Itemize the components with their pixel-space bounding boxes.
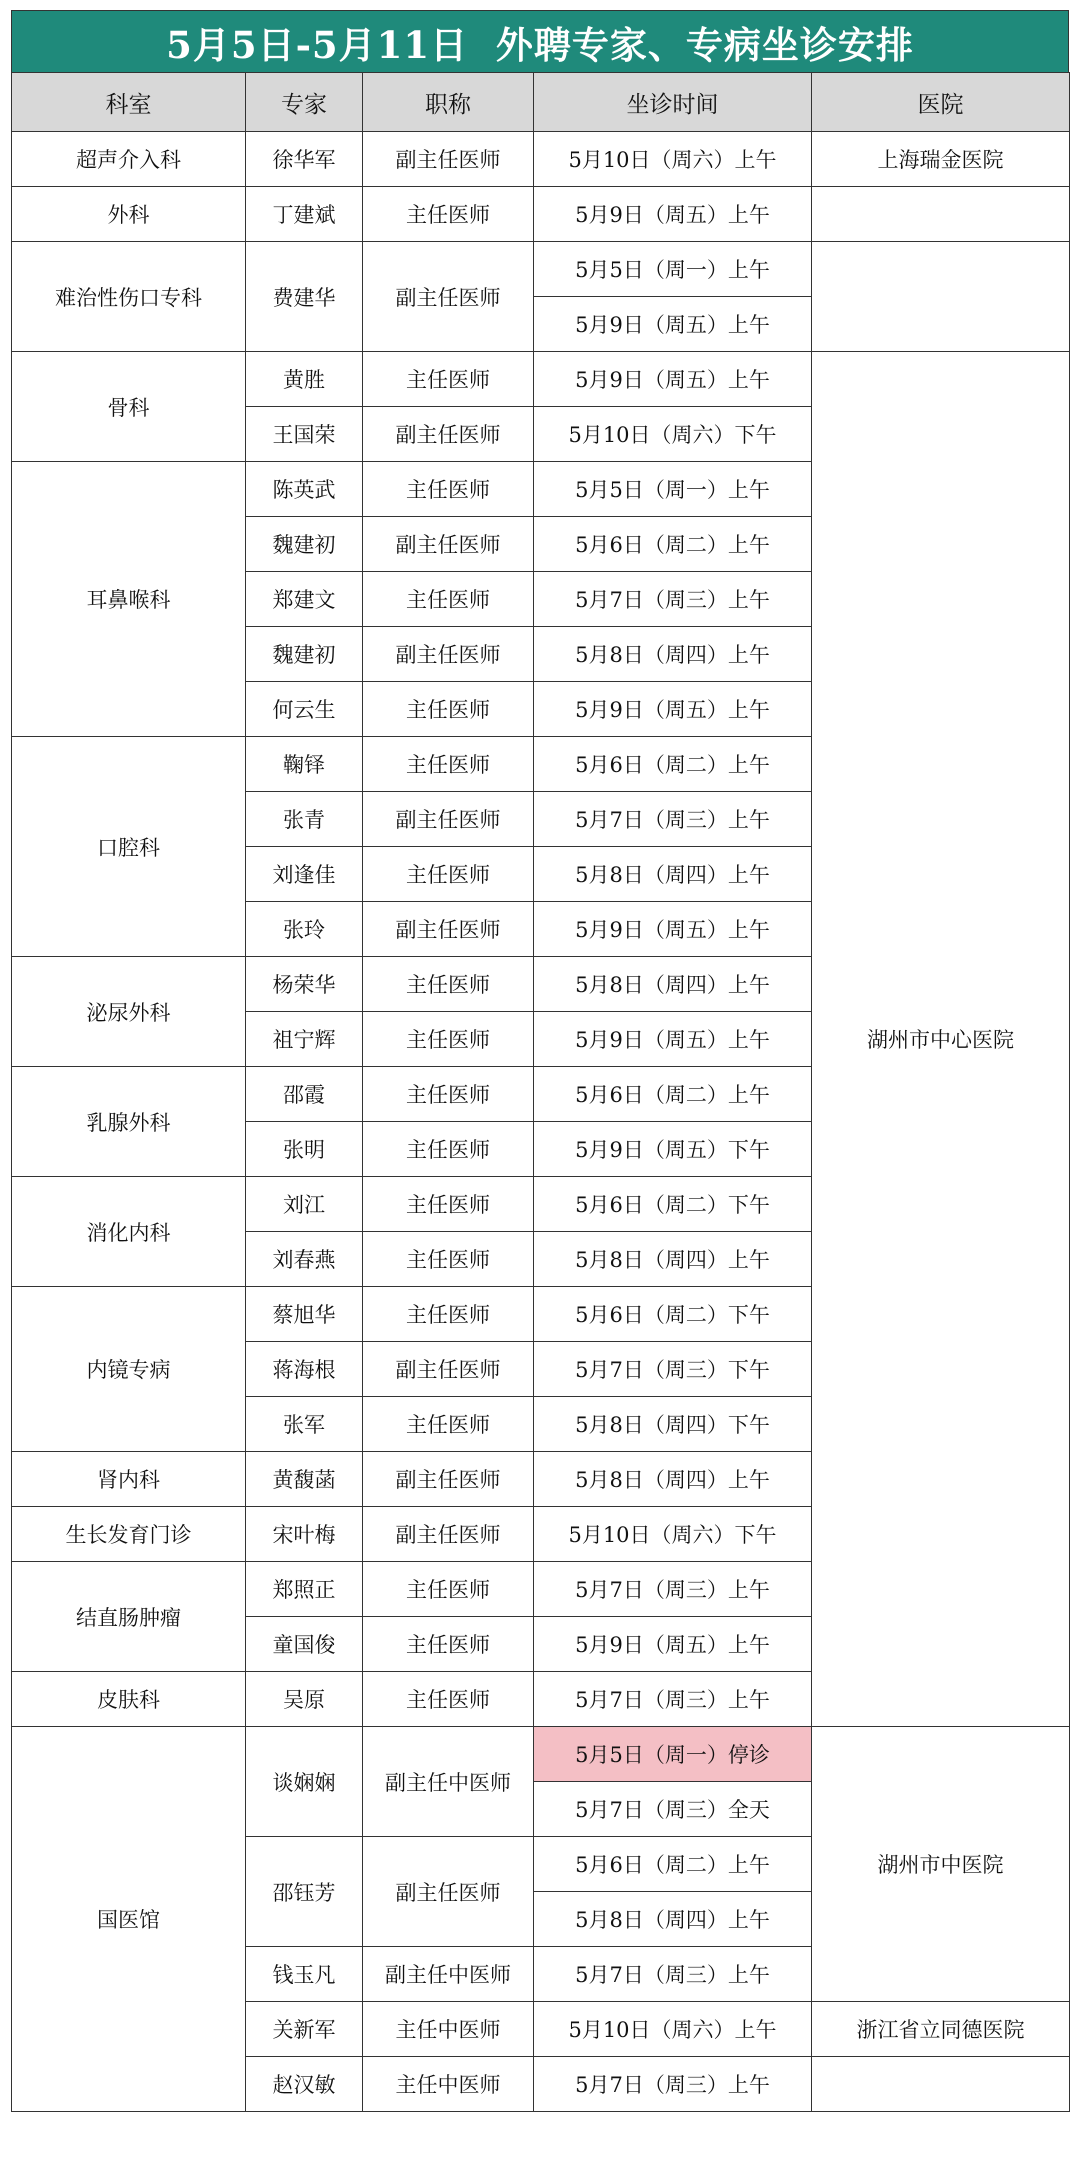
expert-title-cell: 主任医师 (363, 1122, 534, 1177)
expert-name-cell: 关新军 (246, 2002, 363, 2057)
expert-title-cell: 主任医师 (363, 1672, 534, 1727)
expert-title-cell: 主任医师 (363, 682, 534, 737)
expert-title-cell: 主任中医师 (363, 2002, 534, 2057)
hospital-cell: 湖州市中医院 (812, 1727, 1070, 2002)
expert-name-cell: 刘春燕 (246, 1232, 363, 1287)
schedule-time-cell: 5月8日（周四）上午 (534, 1892, 812, 1947)
schedule-body (12, 132, 1070, 2112)
expert-name-cell: 钱玉凡 (246, 1947, 363, 2002)
schedule-time-cell: 5月6日（周二）下午 (534, 1287, 812, 1342)
hospital-cell (812, 242, 1070, 352)
department-cell: 难治性伤口专科 (12, 242, 246, 352)
schedule-time-cell: 5月10日（周六）下午 (534, 407, 812, 462)
expert-name-cell: 刘江 (246, 1177, 363, 1232)
expert-name-cell: 黄胜 (246, 352, 363, 407)
schedule-time-cell: 5月10日（周六）上午 (534, 2002, 812, 2057)
expert-name-cell: 魏建初 (246, 627, 363, 682)
schedule-time-cell: 5月6日（周二）上午 (534, 1837, 812, 1892)
expert-title-cell: 主任医师 (363, 1287, 534, 1342)
schedule-time-cell-cancelled: 5月5日（周一）停诊 (534, 1727, 812, 1782)
schedule-time-cell: 5月6日（周二）上午 (534, 517, 812, 572)
expert-title-cell: 主任医师 (363, 1232, 534, 1287)
schedule-time-cell: 5月9日（周五）上午 (534, 352, 812, 407)
expert-title-cell: 主任医师 (363, 1617, 534, 1672)
expert-title-cell: 主任医师 (363, 1067, 534, 1122)
expert-name-cell: 杨荣华 (246, 957, 363, 1012)
expert-name-cell: 费建华 (246, 242, 363, 352)
header-title: 职称 (363, 73, 534, 132)
schedule-time-cell: 5月7日（周三）全天 (534, 1782, 812, 1837)
schedule-time-cell: 5月6日（周二）上午 (534, 737, 812, 792)
schedule-time-cell: 5月6日（周二）上午 (534, 1067, 812, 1122)
expert-title-cell: 副主任医师 (363, 902, 534, 957)
expert-name-cell: 谈娴娴 (246, 1727, 363, 1837)
expert-title-cell: 主任医师 (363, 957, 534, 1012)
expert-name-cell: 童国俊 (246, 1617, 363, 1672)
department-cell: 超声介入科 (12, 132, 246, 187)
schedule-time-cell: 5月9日（周五）上午 (534, 1617, 812, 1672)
schedule-row (12, 187, 1070, 242)
schedule-time-cell: 5月9日（周五）下午 (534, 1122, 812, 1177)
expert-title-cell: 副主任医师 (363, 517, 534, 572)
schedule-time-cell: 5月7日（周三）上午 (534, 1672, 812, 1727)
schedule-time-cell: 5月8日（周四）上午 (534, 1452, 812, 1507)
schedule-time-cell: 5月7日（周三）上午 (534, 792, 812, 847)
schedule-time-cell: 5月7日（周三）上午 (534, 1947, 812, 2002)
expert-name-cell: 蔡旭华 (246, 1287, 363, 1342)
expert-name-cell: 徐华军 (246, 132, 363, 187)
expert-name-cell: 郑照正 (246, 1562, 363, 1617)
expert-title-cell: 副主任医师 (363, 1507, 534, 1562)
schedule-time-cell: 5月10日（周六）下午 (534, 1507, 812, 1562)
page-title: 5月5日-5月11日 外聘专家、专病坐诊安排 (11, 10, 1069, 72)
schedule-time-cell: 5月5日（周一）上午 (534, 462, 812, 517)
expert-title-cell: 副主任医师 (363, 242, 534, 352)
hospital-cell (812, 187, 1070, 242)
schedule-sheet (11, 10, 1069, 2112)
schedule-time-cell: 5月10日（周六）上午 (534, 132, 812, 187)
department-cell: 外科 (12, 187, 246, 242)
expert-title-cell: 主任中医师 (363, 2057, 534, 2112)
expert-name-cell: 张军 (246, 1397, 363, 1452)
department-cell: 生长发育门诊 (12, 1507, 246, 1562)
expert-title-cell: 主任医师 (363, 352, 534, 407)
expert-name-cell: 陈英武 (246, 462, 363, 517)
expert-name-cell: 王国荣 (246, 407, 363, 462)
department-cell: 肾内科 (12, 1452, 246, 1507)
expert-name-cell: 邵钰芳 (246, 1837, 363, 1947)
expert-name-cell: 邵霞 (246, 1067, 363, 1122)
expert-name-cell: 黄馥菡 (246, 1452, 363, 1507)
schedule-row (12, 352, 1070, 407)
hospital-cell (812, 2057, 1070, 2112)
hospital-cell: 湖州市中心医院 (812, 352, 1070, 1727)
expert-name-cell: 魏建初 (246, 517, 363, 572)
expert-title-cell: 主任医师 (363, 572, 534, 627)
schedule-time-cell: 5月8日（周四）上午 (534, 1232, 812, 1287)
schedule-time-cell: 5月9日（周五）上午 (534, 297, 812, 352)
expert-title-cell: 主任医师 (363, 187, 534, 242)
schedule-time-cell: 5月7日（周三）下午 (534, 1342, 812, 1397)
expert-name-cell: 张明 (246, 1122, 363, 1177)
schedule-time-cell: 5月9日（周五）上午 (534, 1012, 812, 1067)
expert-name-cell: 张玲 (246, 902, 363, 957)
schedule-time-cell: 5月7日（周三）上午 (534, 572, 812, 627)
expert-title-cell: 副主任中医师 (363, 1727, 534, 1837)
expert-title-cell: 副主任医师 (363, 792, 534, 847)
department-cell: 乳腺外科 (12, 1067, 246, 1177)
schedule-time-cell: 5月9日（周五）上午 (534, 682, 812, 737)
schedule-time-cell: 5月8日（周四）下午 (534, 1397, 812, 1452)
schedule-table (11, 72, 1070, 2112)
hospital-cell: 浙江省立同德医院 (812, 2002, 1070, 2057)
expert-title-cell: 副主任医师 (363, 1342, 534, 1397)
header-department: 科室 (12, 73, 246, 132)
expert-title-cell: 副主任医师 (363, 132, 534, 187)
department-cell: 消化内科 (12, 1177, 246, 1287)
header-time: 坐诊时间 (534, 73, 812, 132)
schedule-time-cell: 5月9日（周五）上午 (534, 187, 812, 242)
schedule-time-cell: 5月5日（周一）上午 (534, 242, 812, 297)
department-cell: 泌尿外科 (12, 957, 246, 1067)
expert-title-cell: 主任医师 (363, 1012, 534, 1067)
expert-title-cell: 主任医师 (363, 737, 534, 792)
department-cell: 耳鼻喉科 (12, 462, 246, 737)
expert-name-cell: 丁建斌 (246, 187, 363, 242)
expert-name-cell: 何云生 (246, 682, 363, 737)
expert-title-cell: 主任医师 (363, 1177, 534, 1232)
expert-title-cell: 副主任中医师 (363, 1947, 534, 2002)
schedule-time-cell: 5月6日（周二）下午 (534, 1177, 812, 1232)
department-cell: 骨科 (12, 352, 246, 462)
expert-title-cell: 主任医师 (363, 847, 534, 902)
expert-name-cell: 祖宁辉 (246, 1012, 363, 1067)
expert-name-cell: 宋叶梅 (246, 1507, 363, 1562)
expert-name-cell: 张青 (246, 792, 363, 847)
expert-title-cell: 副主任医师 (363, 407, 534, 462)
schedule-time-cell: 5月8日（周四）上午 (534, 957, 812, 1012)
header-hospital: 医院 (812, 73, 1070, 132)
hospital-cell: 上海瑞金医院 (812, 132, 1070, 187)
schedule-time-cell: 5月7日（周三）上午 (534, 1562, 812, 1617)
expert-name-cell: 赵汉敏 (246, 2057, 363, 2112)
expert-name-cell: 吴原 (246, 1672, 363, 1727)
department-cell: 内镜专病 (12, 1287, 246, 1452)
schedule-time-cell: 5月7日（周三）上午 (534, 2057, 812, 2112)
expert-name-cell: 郑建文 (246, 572, 363, 627)
schedule-time-cell: 5月8日（周四）上午 (534, 627, 812, 682)
expert-title-cell: 主任医师 (363, 1397, 534, 1452)
schedule-row (12, 132, 1070, 187)
schedule-row (12, 1727, 1070, 1782)
expert-name-cell: 鞠铎 (246, 737, 363, 792)
department-cell: 皮肤科 (12, 1672, 246, 1727)
expert-title-cell: 副主任医师 (363, 627, 534, 682)
expert-title-cell: 主任医师 (363, 1562, 534, 1617)
department-cell: 国医馆 (12, 1727, 246, 2112)
expert-name-cell: 刘逢佳 (246, 847, 363, 902)
schedule-time-cell: 5月9日（周五）上午 (534, 902, 812, 957)
header-row (12, 73, 1070, 132)
expert-title-cell: 副主任医师 (363, 1452, 534, 1507)
header-expert: 专家 (246, 73, 363, 132)
schedule-time-cell: 5月8日（周四）上午 (534, 847, 812, 902)
schedule-row (12, 242, 1070, 297)
expert-name-cell: 蒋海根 (246, 1342, 363, 1397)
department-cell: 口腔科 (12, 737, 246, 957)
department-cell: 结直肠肿瘤 (12, 1562, 246, 1672)
expert-title-cell: 副主任医师 (363, 1837, 534, 1947)
expert-title-cell: 主任医师 (363, 462, 534, 517)
